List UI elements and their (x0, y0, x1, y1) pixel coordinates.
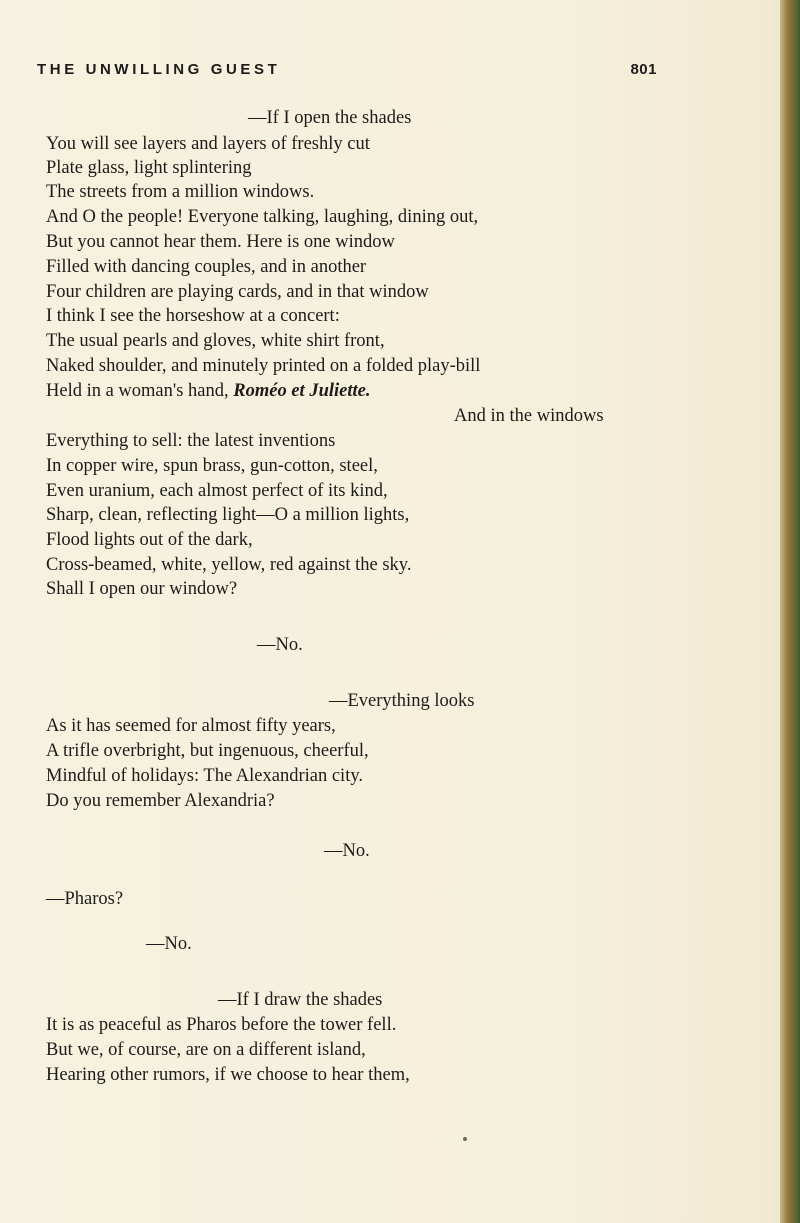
poem-line: The streets from a million windows. (46, 182, 315, 202)
poem-line: And O the people! Everyone talking, laughing, dining out, (46, 207, 479, 227)
play-title: Roméo et Juliette. (233, 381, 371, 401)
running-title: THE UNWILLING GUEST (37, 61, 281, 78)
poem-line: Hearing other rumors, if we choose to hear them, (46, 1065, 410, 1085)
poem-line: And in the windows (454, 406, 604, 426)
book-spine-edge (780, 0, 800, 1223)
poem-line: In copper wire, spun brass, gun-cotton, steel, (46, 456, 378, 476)
poem-line: The usual pearls and gloves, white shirt front, (46, 331, 385, 351)
poem-line: Do you remember Alexandria? (46, 791, 275, 811)
poem-line: Filled with dancing couples, and in another (46, 257, 367, 277)
poem-line: Naked shoulder, and minutely printed on a folded play-bill (46, 356, 481, 376)
poem-line: Everything to sell: the latest inventions (46, 431, 336, 451)
poem-line: A trifle overbright, but ingenuous, cheerful, (46, 741, 369, 761)
poem-line: Mindful of holidays: The Alexandrian city. (46, 766, 364, 786)
poem-line: Four children are playing cards, and in that window (46, 282, 429, 302)
page-number: 801 (630, 61, 657, 78)
poem-line: As it has seemed for almost fifty years, (46, 716, 336, 736)
poem-line: Flood lights out of the dark, (46, 530, 253, 550)
poem-line (46, 380, 370, 402)
poem-line: Even uranium, each almost perfect of its kind, (46, 481, 388, 501)
poem-line: Cross-beamed, white, yellow, red against the sky. (46, 555, 412, 575)
poem-line: I think I see the horseshow at a concert: (46, 306, 340, 326)
poem-line: —If I open the shades (248, 108, 412, 128)
poem-line: —Pharos? (46, 889, 124, 909)
poem-line: Shall I open our window? (46, 579, 238, 599)
poem-line: —No. (257, 635, 303, 655)
ink-speck (463, 1137, 467, 1141)
poem-line: —If I draw the shades (218, 990, 383, 1010)
poem-line: —Everything looks (329, 691, 475, 711)
poem-line: Sharp, clean, reflecting light—O a million lights, (46, 505, 410, 525)
poem-line-text: Held in a woman's hand, (46, 381, 234, 401)
poem-line: You will see layers and layers of freshly cut (46, 134, 370, 154)
poem-line: It is as peaceful as Pharos before the tower fell. (46, 1015, 397, 1035)
poem-line: —No. (146, 934, 192, 954)
page-header (37, 61, 657, 83)
poem-line: Plate glass, light splintering (46, 158, 252, 178)
poem-line: But we, of course, are on a different island, (46, 1040, 366, 1060)
poem-line: But you cannot hear them. Here is one window (46, 232, 395, 252)
poem-line: —No. (324, 841, 370, 861)
